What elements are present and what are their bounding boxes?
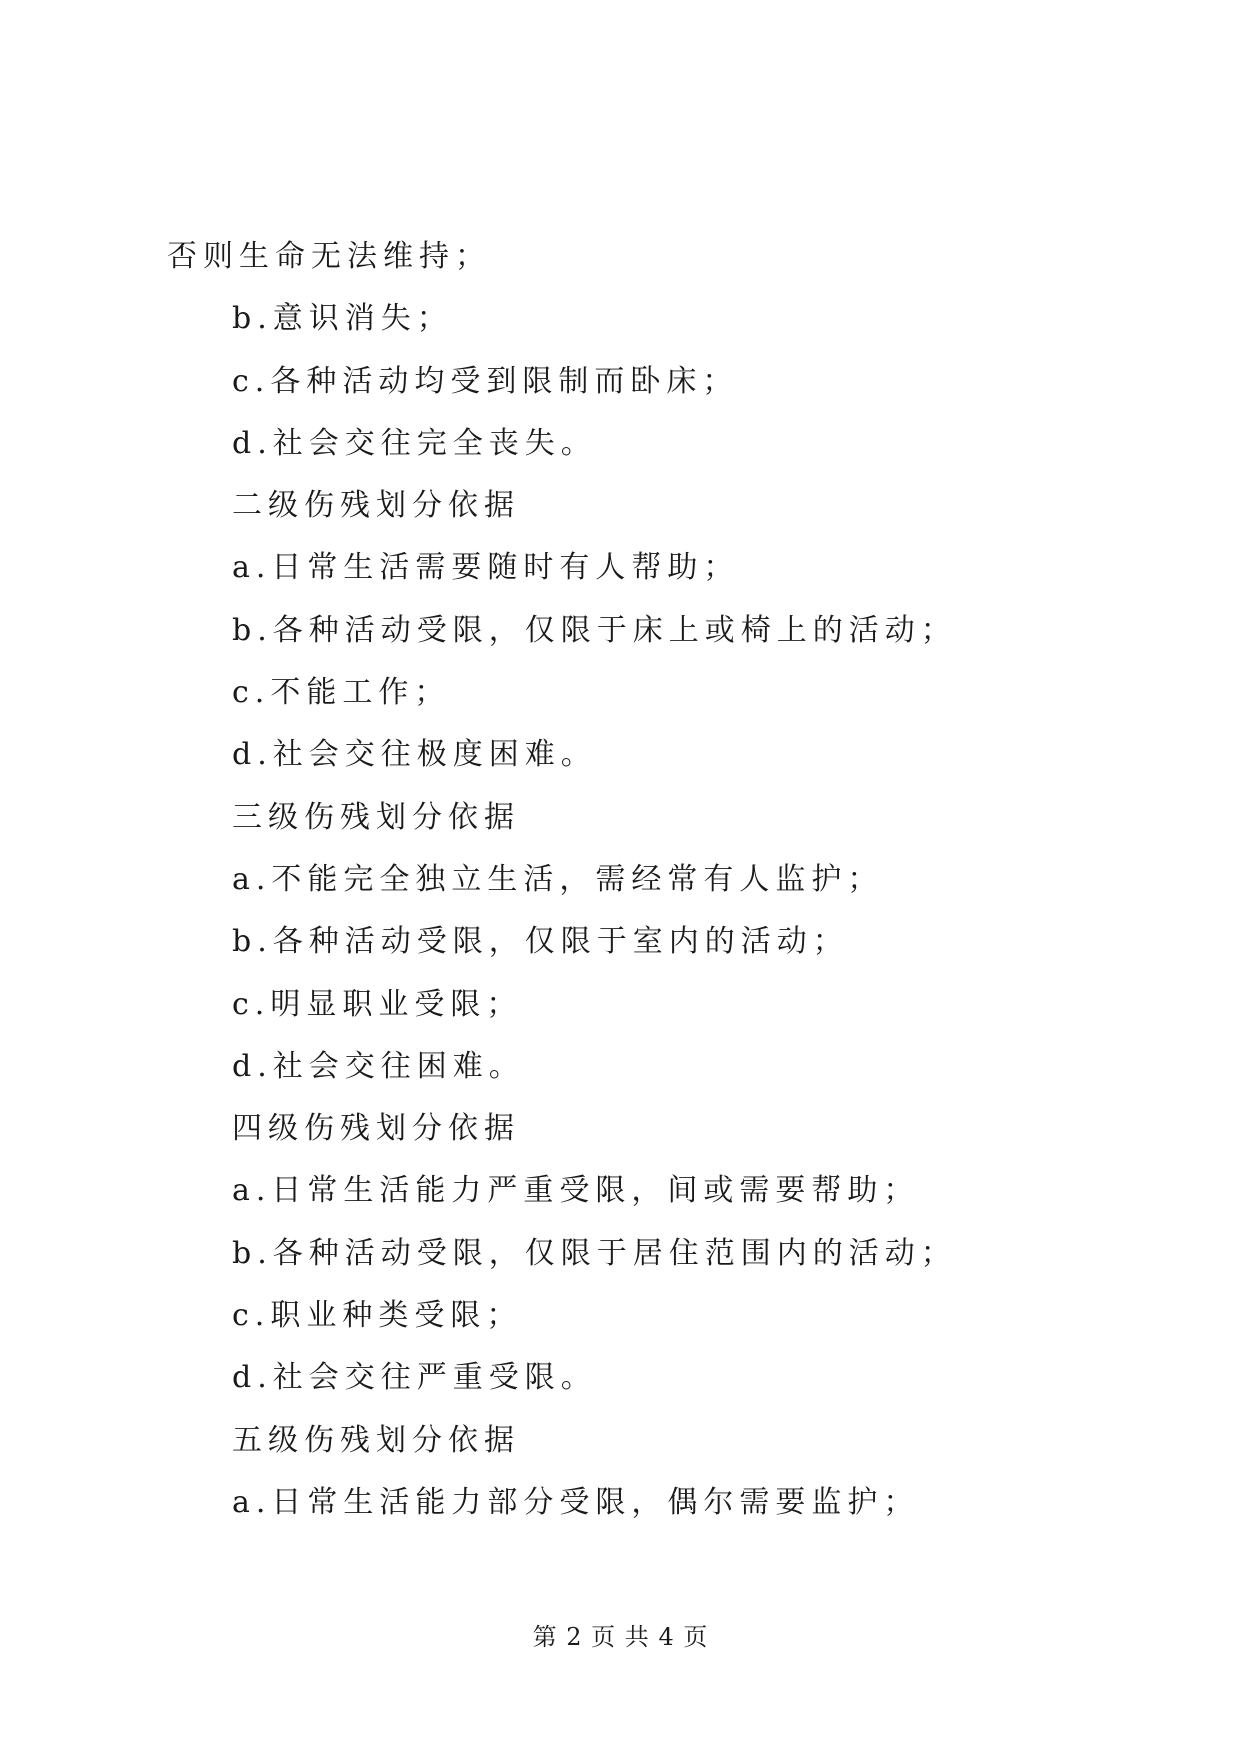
section-heading: 三级伤残划分依据 bbox=[232, 799, 520, 835]
list-item: b.意识消失； bbox=[232, 301, 453, 337]
list-item: d.社会交往完全丧失。 bbox=[232, 425, 597, 461]
document-body bbox=[167, 226, 1127, 1534]
list-item: b.各种活动受限，仅限于床上或椅上的活动； bbox=[232, 612, 957, 648]
section-heading: 五级伤残划分依据 bbox=[232, 1422, 520, 1458]
section-heading: 四级伤残划分依据 bbox=[232, 1111, 520, 1147]
list-item: b.各种活动受限，仅限于室内的活动； bbox=[232, 924, 849, 960]
list-item: c.各种活动均受到限制而卧床； bbox=[232, 363, 739, 399]
list-item: c.不能工作； bbox=[232, 675, 451, 711]
list-item: a.日常生活能力严重受限，间或需要帮助； bbox=[232, 1173, 920, 1209]
text-line: 否则生命无法维持； bbox=[167, 239, 491, 274]
list-item: a.不能完全独立生活，需经常有人监护； bbox=[232, 861, 884, 897]
section-heading: 二级伤残划分依据 bbox=[232, 488, 520, 524]
list-item: a.日常生活能力部分受限，偶尔需要监护； bbox=[232, 1484, 920, 1520]
list-item: d.社会交往困难。 bbox=[232, 1048, 525, 1084]
list-item: c.明显职业受限； bbox=[232, 986, 523, 1022]
list-item: b.各种活动受限，仅限于居住范围内的活动； bbox=[232, 1235, 957, 1271]
list-item: a.日常生活需要随时有人帮助； bbox=[232, 550, 740, 586]
list-item: d.社会交往极度困难。 bbox=[232, 737, 597, 773]
page-number-footer: 第 2 页 共 4 页 bbox=[532, 1623, 709, 1651]
list-item: d.社会交往严重受限。 bbox=[232, 1360, 597, 1396]
list-item: c.职业种类受限； bbox=[232, 1298, 523, 1334]
